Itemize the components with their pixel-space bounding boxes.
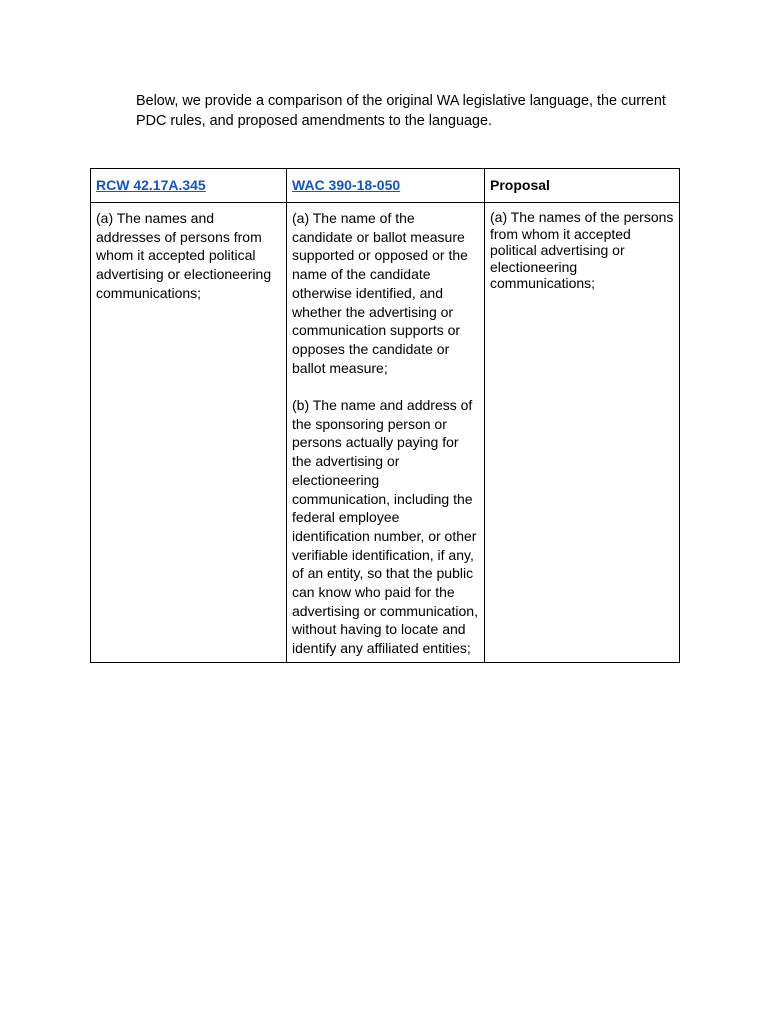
rcw-link[interactable]: RCW 42.17A.345 [96, 177, 206, 194]
header-rcw [91, 169, 287, 203]
comparison-table [90, 168, 680, 663]
wac-link[interactable]: WAC 390-18-050 [292, 177, 401, 194]
header-wac [287, 169, 485, 203]
wac-paragraph-b: (b) The name and address of the sponsoring person or persons actually paying for the advertising or electioneering communication, including the federal employee identification number, or other verifiable identification, if any, of an entity, so that the public can know who paid for the advertising or communication, without having to locate and identify any affiliated entities; [292, 397, 478, 657]
wac-paragraph-a: (a) The name of the candidate or ballot measure supported or opposed or the name of the candidate otherwise identified, and whether the advertising or communication supports or opposes the candidate or ballot measure; [292, 210, 468, 376]
table-row [91, 203, 680, 663]
proposal-paragraph-a: (a) The names of the persons from whom it accepted political advertising or electioneering communications; [490, 209, 674, 291]
cell-rcw-text [91, 203, 287, 663]
cell-proposal-text [485, 203, 680, 663]
intro-paragraph: Below, we provide a comparison of the original WA legislative language, the current PDC rules, and proposed amendments to the language. [136, 93, 666, 129]
cell-wac-text [287, 203, 485, 663]
header-proposal: Proposal [485, 169, 680, 203]
rcw-paragraph-a: (a) The names and addresses of persons from whom it accepted political advertising or electioneering communications; [96, 210, 272, 301]
table-header-row [91, 169, 680, 203]
